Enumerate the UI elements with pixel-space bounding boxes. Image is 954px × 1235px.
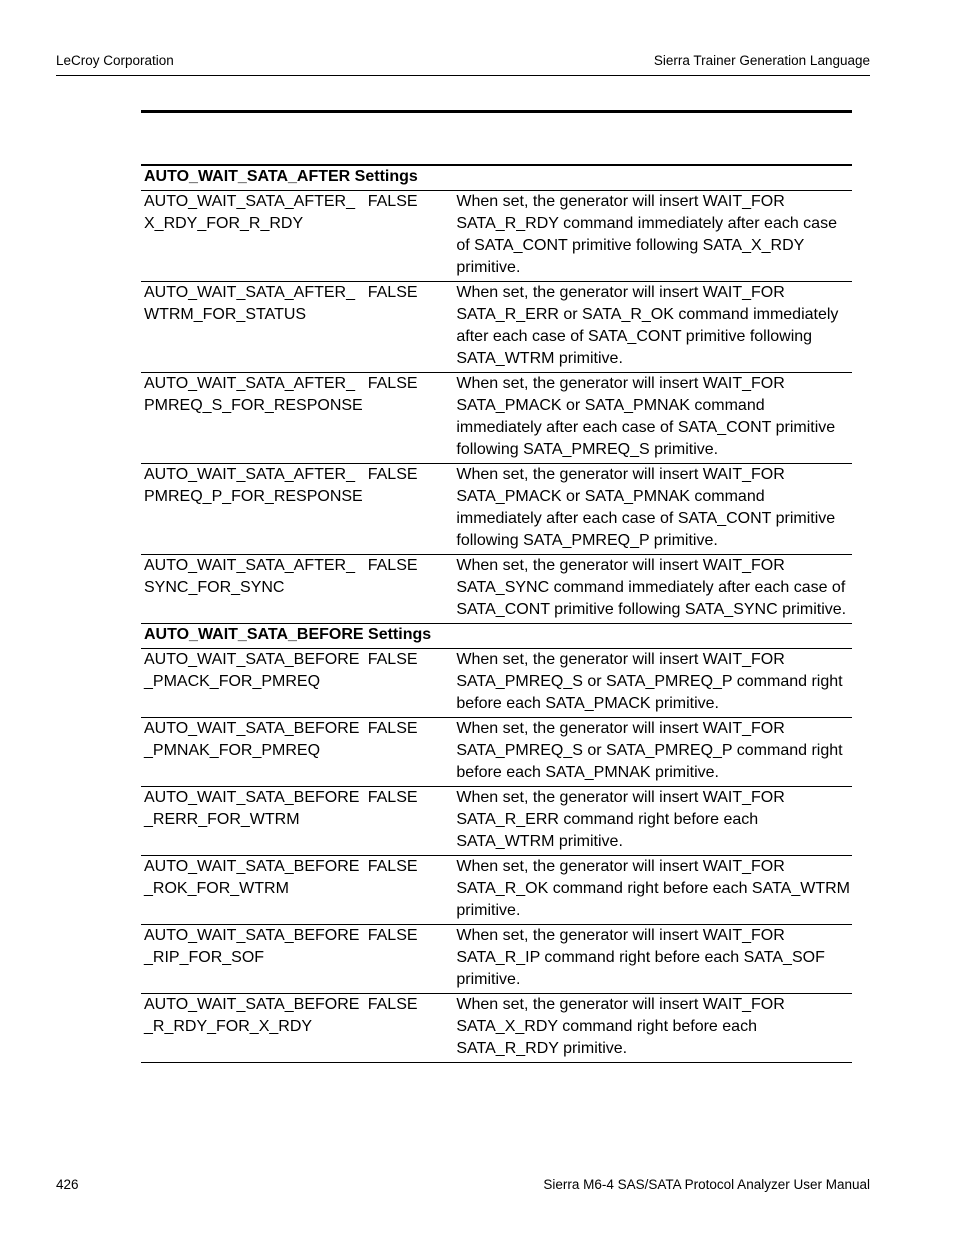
description-line: after each case of SATA_CONT primitive following (456, 328, 813, 345)
table-row (141, 718, 852, 787)
setting-name-line: WTRM_FOR_STATUS (144, 306, 307, 323)
setting-name-cell (141, 925, 365, 994)
header-chapter-title: Sierra Trainer Generation Language (653, 53, 870, 68)
setting-name-line: AUTO_WAIT_SATA_BEFORE (144, 651, 360, 668)
description-line: When set, the generator will insert WAIT_FOR (456, 651, 785, 668)
setting-name-cell (141, 464, 365, 555)
setting-name-line: PMREQ_S_FOR_RESPONSE (144, 397, 363, 414)
description-line: immediately after each case of SATA_CONT primitive (456, 510, 836, 527)
description-line: When set, the generator will insert WAIT_FOR (456, 557, 785, 574)
description-line: When set, the generator will insert WAIT_FOR (456, 284, 785, 301)
page-number: 426 (56, 1177, 79, 1192)
description-line: SATA_R_ERR or SATA_R_OK command immediately (456, 306, 839, 323)
description-line: following SATA_PMREQ_P primitive. (456, 532, 718, 549)
description-cell (453, 925, 852, 994)
default-value-cell: FALSE (365, 925, 454, 994)
section-header-row (141, 165, 852, 191)
description-line: SATA_PMREQ_S or SATA_PMREQ_P command right (456, 673, 843, 690)
default-value-cell: FALSE (365, 282, 454, 373)
setting-name-line: _ROK_FOR_WTRM (144, 880, 289, 897)
description-cell (453, 994, 852, 1063)
description-line: SATA_R_IP command right before each SATA_SOF (456, 949, 825, 966)
section-title: AUTO_WAIT_SATA_BEFORE Settings (141, 624, 852, 649)
header-company: LeCroy Corporation (56, 53, 174, 68)
description-line: before each SATA_PMNAK primitive. (456, 764, 719, 781)
setting-name-line: AUTO_WAIT_SATA_BEFORE (144, 927, 360, 944)
description-line: SATA_X_RDY command right before each (456, 1018, 757, 1035)
description-cell (453, 464, 852, 555)
description-line: SATA_R_RDY command immediately after each case (456, 215, 837, 232)
setting-name-line: SYNC_FOR_SYNC (144, 579, 285, 596)
default-value-cell: FALSE (365, 191, 454, 282)
setting-name-line: X_RDY_FOR_R_RDY (144, 215, 304, 232)
setting-name-line: _R_RDY_FOR_X_RDY (144, 1018, 313, 1035)
setting-name-line: AUTO_WAIT_SATA_AFTER_ (144, 466, 356, 483)
default-value-cell: FALSE (365, 649, 454, 718)
table-row (141, 925, 852, 994)
description-line: before each SATA_PMACK primitive. (456, 695, 719, 712)
description-line: following SATA_PMREQ_S primitive. (456, 441, 719, 458)
section-header-row (141, 624, 852, 649)
setting-name-cell (141, 649, 365, 718)
description-line: SATA_PMACK or SATA_PMNAK command (456, 488, 765, 505)
description-line: SATA_SYNC command immediately after each case of (456, 579, 846, 596)
setting-name-line: AUTO_WAIT_SATA_AFTER_ (144, 375, 356, 392)
description-line: SATA_PMACK or SATA_PMNAK command (456, 397, 765, 414)
description-line: When set, the generator will insert WAIT_FOR (456, 193, 785, 210)
description-line: SATA_PMREQ_S or SATA_PMREQ_P command right (456, 742, 843, 759)
description-line: SATA_R_ERR command right before each (456, 811, 759, 828)
setting-name-line: _PMNAK_FOR_PMREQ (144, 742, 321, 759)
setting-name-cell (141, 787, 365, 856)
top-rule (141, 110, 852, 113)
setting-name-line: _PMACK_FOR_PMREQ (144, 673, 321, 690)
description-line: SATA_WTRM primitive. (456, 350, 623, 367)
table-row (141, 373, 852, 464)
table-row (141, 787, 852, 856)
description-line: When set, the generator will insert WAIT_FOR (456, 858, 785, 875)
description-line: primitive. (456, 971, 521, 988)
setting-name-line: AUTO_WAIT_SATA_AFTER_ (144, 557, 356, 574)
setting-name-cell (141, 994, 365, 1063)
default-value-cell: FALSE (365, 787, 454, 856)
setting-name-cell (141, 555, 365, 624)
description-cell (453, 649, 852, 718)
setting-name-line: _RERR_FOR_WTRM (144, 811, 300, 828)
description-line: SATA_R_RDY primitive. (456, 1040, 628, 1057)
table-row (141, 856, 852, 925)
setting-name-cell (141, 718, 365, 787)
description-line: primitive. (456, 259, 521, 276)
description-line: primitive. (456, 902, 521, 919)
page-header (56, 53, 870, 76)
description-line: SATA_WTRM primitive. (456, 833, 623, 850)
table-row (141, 649, 852, 718)
setting-name-cell (141, 856, 365, 925)
table-row (141, 191, 852, 282)
description-line: of SATA_CONT primitive following SATA_X_RDY (456, 237, 805, 254)
settings-table (141, 164, 852, 1063)
setting-name-line: AUTO_WAIT_SATA_BEFORE (144, 789, 360, 806)
setting-name-cell (141, 373, 365, 464)
description-line: When set, the generator will insert WAIT_FOR (456, 466, 785, 483)
footer-manual-title: Sierra M6-4 SAS/SATA Protocol Analyzer User Manual (543, 1177, 870, 1192)
setting-name-line: PMREQ_P_FOR_RESPONSE (144, 488, 363, 505)
table-row (141, 555, 852, 624)
description-line: When set, the generator will insert WAIT_FOR (456, 927, 785, 944)
description-line: SATA_R_OK command right before each SATA_WTRM (456, 880, 850, 897)
description-cell (453, 282, 852, 373)
description-line: When set, the generator will insert WAIT_FOR (456, 375, 785, 392)
table-row (141, 282, 852, 373)
default-value-cell: FALSE (365, 373, 454, 464)
setting-name-line: AUTO_WAIT_SATA_AFTER_ (144, 284, 356, 301)
default-value-cell: FALSE (365, 994, 454, 1063)
description-line: When set, the generator will insert WAIT_FOR (456, 996, 785, 1013)
default-value-cell: FALSE (365, 856, 454, 925)
setting-name-line: AUTO_WAIT_SATA_AFTER_ (144, 193, 356, 210)
description-cell (453, 718, 852, 787)
setting-name-line: AUTO_WAIT_SATA_BEFORE (144, 858, 360, 875)
default-value-cell: FALSE (365, 718, 454, 787)
setting-name-cell (141, 282, 365, 373)
description-line: immediately after each case of SATA_CONT primitive (456, 419, 836, 436)
setting-name-cell (141, 191, 365, 282)
table-row (141, 464, 852, 555)
description-cell (453, 787, 852, 856)
setting-name-line: AUTO_WAIT_SATA_BEFORE (144, 720, 360, 737)
description-cell (453, 373, 852, 464)
default-value-cell: FALSE (365, 555, 454, 624)
table-row (141, 994, 852, 1063)
description-line: SATA_CONT primitive following SATA_SYNC primitive. (456, 601, 847, 618)
description-line: When set, the generator will insert WAIT_FOR (456, 720, 785, 737)
description-cell (453, 191, 852, 282)
description-cell (453, 555, 852, 624)
description-line: When set, the generator will insert WAIT_FOR (456, 789, 785, 806)
setting-name-line: _RIP_FOR_SOF (144, 949, 265, 966)
setting-name-line: AUTO_WAIT_SATA_BEFORE (144, 996, 360, 1013)
section-title: AUTO_WAIT_SATA_AFTER Settings (144, 168, 418, 185)
settings-table-body (141, 165, 852, 1063)
default-value-cell: FALSE (365, 464, 454, 555)
description-cell (453, 856, 852, 925)
